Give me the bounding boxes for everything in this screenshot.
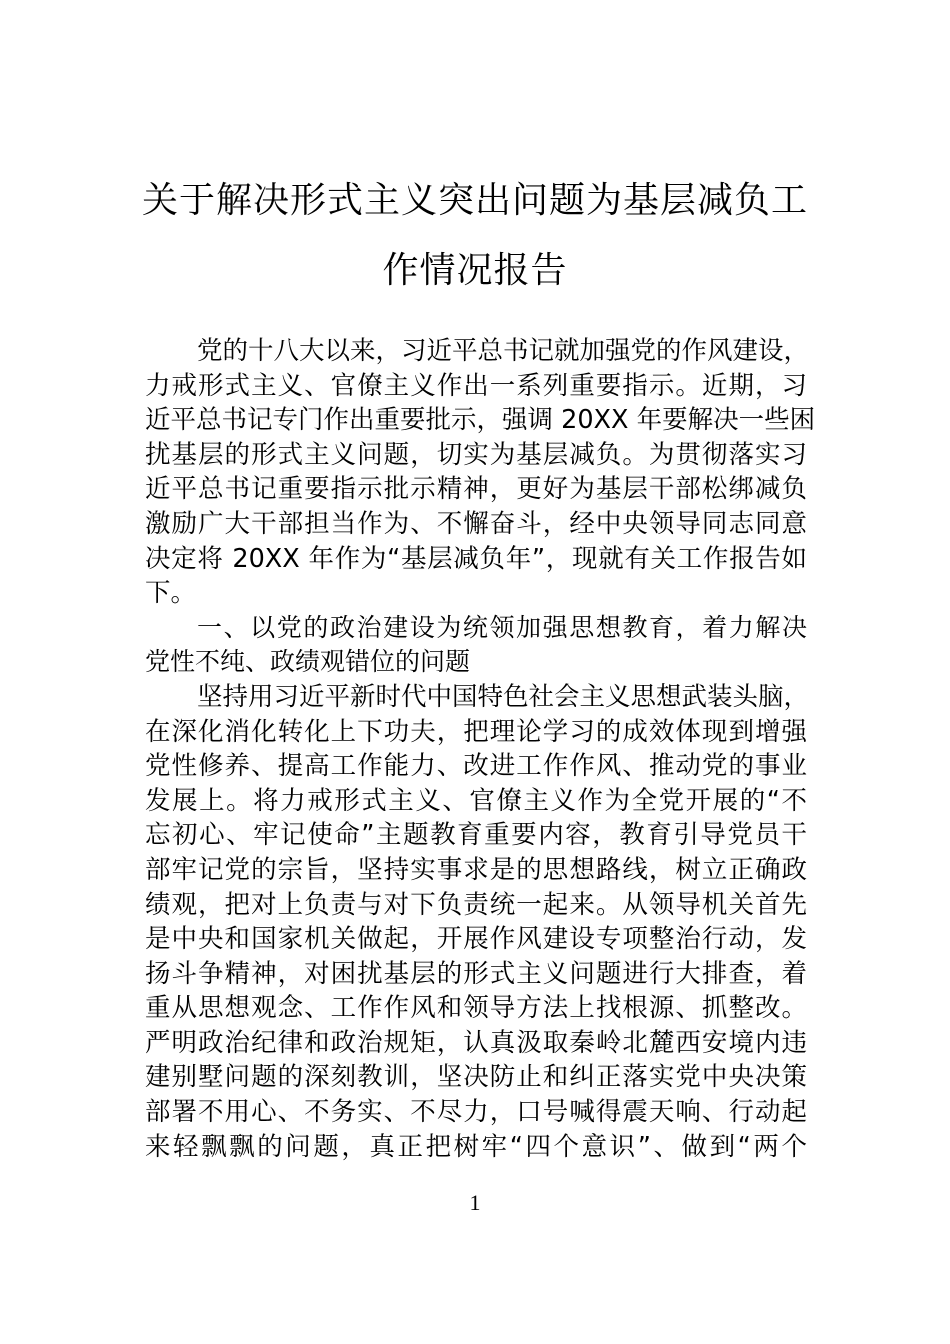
section-heading-line: 党性不纯、政绩观错位的问题 [145, 647, 471, 677]
body-text-line: 建别墅问题的深刻教训，坚决防止和纠正落实党中央决策 [145, 1062, 807, 1093]
body-text-line: 党性修养、提高工作能力、改进工作作风、推动党的事业 [145, 751, 807, 782]
document-body [145, 334, 816, 1164]
body-text-line: 坚持用习近平新时代中国特色社会主义思想武装头脑， [197, 681, 810, 712]
body-text-line: 重从思想观念、工作作风和领导方法上找根源、抓整改。 [145, 993, 807, 1024]
body-text-line: 力戒形式主义、官僚主义作出一系列重要指示。近期，习 [145, 370, 807, 401]
document-title-line-1: 关于解决形式主义突出问题为基层减负工 [141, 180, 808, 221]
body-text-line: 扰基层的形式主义问题，切实为基层减负。为贯彻落实习 [145, 439, 807, 470]
document-title-line-2: 作情况报告 [382, 250, 568, 291]
body-text-line: 忘初心、牢记使命”主题教育重要内容，教育引导党员干 [145, 820, 807, 851]
body-text-line: 在深化消化转化上下功夫，把理论学习的成效体现到增强 [145, 716, 807, 747]
body-text-line: 来轻飘飘的问题，真正把树牢“四个意识”、做到“两个 [145, 1131, 807, 1162]
section-heading-line: 一、以党的政治建设为统领加强思想教育，着力解决 [197, 612, 807, 642]
page-number: 1 [469, 1190, 481, 1215]
body-text-line: 部牢记党的宗旨，坚持实事求是的思想路线，树立正确政 [145, 854, 807, 885]
body-text-line: 决定将 20XX 年作为“基层减负年”，现就有关工作报告如 [145, 543, 807, 574]
body-text-line: 绩观，把对上负责与对下负责统一起来。从领导机关首先 [145, 889, 807, 920]
body-text-line: 严明政治纪律和政治规矩，认真汲取秦岭北麓西安境内违 [145, 1027, 807, 1058]
body-text-line: 是中央和国家机关做起，开展作风建设专项整治行动，发 [145, 924, 807, 955]
body-text-line: 激励广大干部担当作为、不懈奋斗，经中央领导同志同意 [145, 508, 807, 539]
body-text-line: 下。 [145, 578, 197, 609]
body-text-line: 扬斗争精神，对困扰基层的形式主义问题进行大排查，着 [145, 958, 807, 989]
body-text-line: 近平总书记重要指示批示精神，更好为基层干部松绑减负 [145, 474, 807, 505]
body-text-line: 党的十八大以来，习近平总书记就加强党的作风建设， [197, 336, 810, 366]
body-text-line: 近平总书记专门作出重要批示，强调 20XX 年要解决一些困 [145, 405, 816, 436]
body-text-line: 部署不用心、不务实、不尽力，口号喊得震天响、行动起 [145, 1097, 807, 1128]
body-text-line: 发展上。将力戒形式主义、官僚主义作为全党开展的“不 [145, 785, 807, 816]
